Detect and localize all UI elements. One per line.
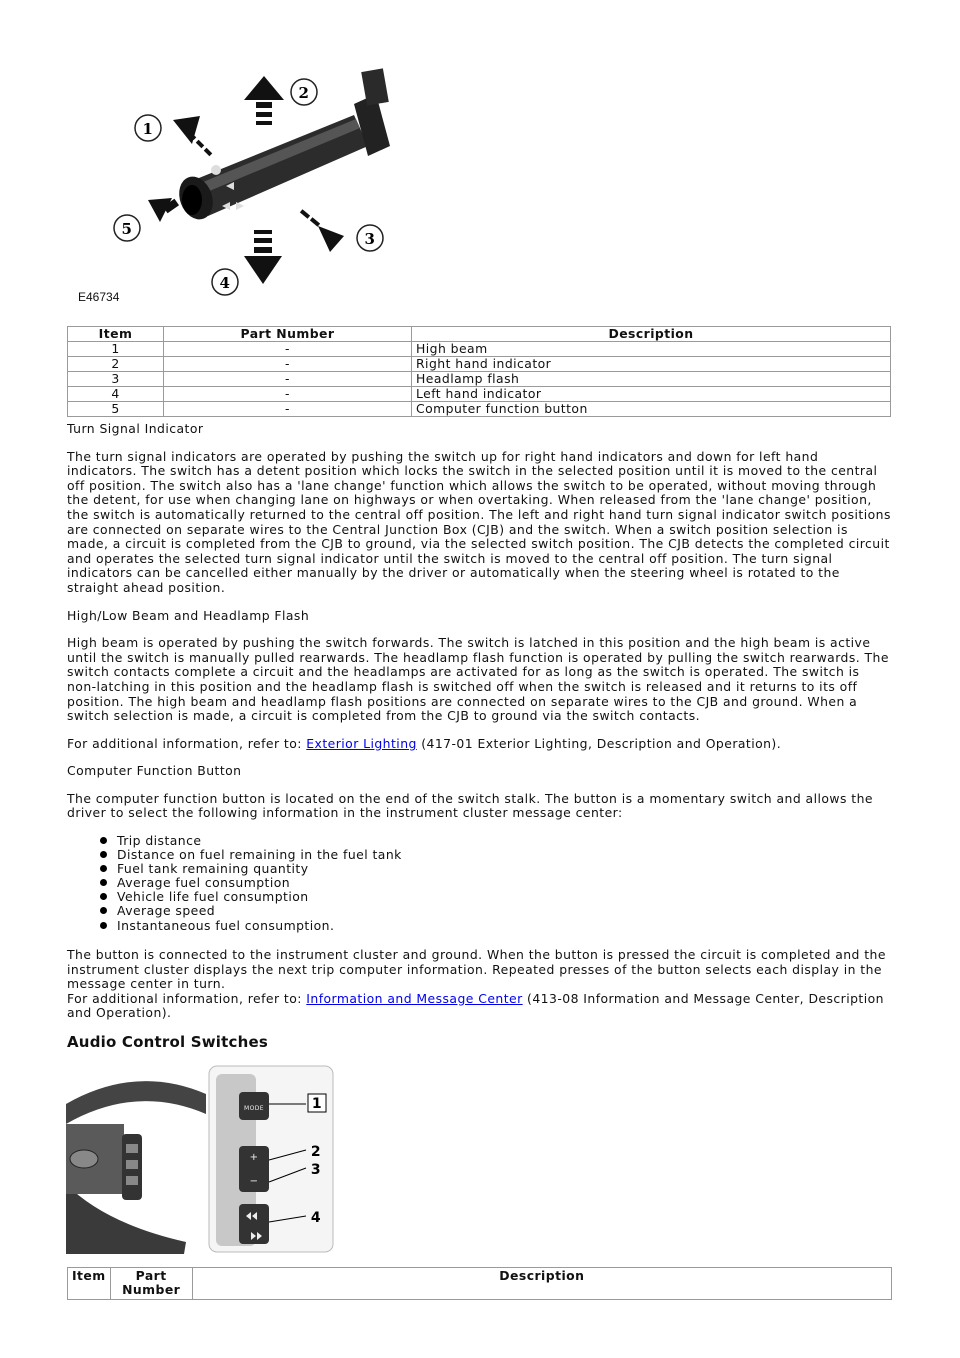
beam-body: High beam is operated by pushing the switch forwards. The switch is latched in this position and the high beam is active until the switch is manually pulled rearwards. The headlamp flash function is operated by pulling the switch rearwards. The switch contacts complete a circuit and the headlamps are activated for as long as the switch is operated. The switch is non-latching in this position and the headlamp flash is switched off when the switch is released and it returns to its off position. The high beam and headlamp flash positions are connected on separate wires to the CJB and ground. When a switch selection is made, a circuit is completed from the CJB to ground via the switch contacts. [67, 635, 889, 724]
turn-signal-heading: Turn Signal Indicator [67, 421, 204, 436]
cell-description: Right hand indicator [412, 357, 891, 372]
cell-part-number: - [164, 387, 412, 402]
cell-part-number: - [164, 357, 412, 372]
zoom-inset [209, 1066, 333, 1252]
table-row [68, 342, 891, 357]
header-item: Item [68, 1268, 111, 1300]
cell-part-number: - [164, 372, 412, 387]
computer-section-end [67, 948, 892, 1021]
cell-part-number: - [164, 342, 412, 357]
list-item: Trip distance [100, 834, 402, 848]
list-item: Average speed [100, 904, 402, 918]
cell-description: Computer function button [412, 402, 891, 417]
computer-body-2: The button is connected to the instrument cluster and ground. When the button is pressed the circuit is completed and the instrument cluster displays the next trip computer information. Repeated presses of the button selects each display in the message center in turn. [67, 947, 886, 992]
arrow-push-icon [148, 198, 179, 222]
header-description: Description [412, 327, 891, 342]
table-row [68, 372, 891, 387]
callout-1: 1 [311, 1096, 323, 1112]
audio-parts-table [67, 1267, 892, 1300]
svg-text:−: − [249, 1176, 259, 1187]
figure-caption: E46734 [78, 290, 120, 304]
arrow-flash-icon [300, 209, 344, 252]
stalk-body [173, 68, 390, 224]
arrow-high-beam-icon [173, 116, 212, 156]
callout-4 [212, 269, 238, 295]
audio-section-heading: Audio Control Switches [67, 1033, 268, 1051]
turn-signal-body: The turn signal indicators are operated by pushing the switch up for right hand indicators and down for left hand indicators. The switch has a detent position which locks the switch in the selected position until it is moved to the central off position. The switch also has a 'lane change' function which allows the switch to be operated, without moving through the detent, for use when changing lane on highways or when overtaking. When released from the 'lane change' position, the switch is automatically returned to the central off position. The left and right hand turn signal indicator switch positions are connected on separate wires to the Central Junction Box (CJB) and the switch. When a switch position selection is made, a circuit is completed from the CJB to ground, via the selected switch position. The CJB detects the completed circuit and operates the selected turn signal indicator until the switch is moved to the central off position. The turn signal indicators can be cancelled either manually by the driver or automatically when the steering wheel is rotated to the straight ahead position. [67, 448, 891, 595]
cell-item: 1 [68, 342, 164, 357]
callout-5 [114, 215, 140, 241]
list-item: Average fuel consumption [100, 876, 402, 890]
svg-text:MODE: MODE [243, 1105, 265, 1112]
callout-1 [135, 115, 161, 141]
computer-body: The computer function button is located on the end of the switch stalk. The button is a momentary switch and allows the driver to select the following information in the instrument cluster message center: [67, 790, 873, 821]
callout-2 [291, 79, 317, 105]
parts-table [67, 326, 891, 417]
arrow-up-icon [244, 76, 284, 125]
turn-signal-section [67, 422, 892, 821]
table-row [68, 387, 891, 402]
beam-reference: For additional information, refer to: Exterior Lighting (417-01 Exterior Lighting, Description and Operation). [67, 735, 782, 751]
steering-wheel [66, 1081, 206, 1254]
list-item: Instantaneous fuel consumption. [100, 919, 402, 933]
computer-heading: Computer Function Button [67, 763, 242, 779]
list-item: Vehicle life fuel consumption [100, 890, 402, 904]
cell-item: 4 [68, 387, 164, 402]
header-part-number: Part Number [110, 1268, 192, 1300]
table-header-row [68, 1268, 892, 1300]
svg-text:5: 5 [121, 220, 133, 238]
cell-description: Headlamp flash [412, 372, 891, 387]
cell-item: 2 [68, 357, 164, 372]
callout-3 [357, 225, 383, 251]
computer-function-list [100, 834, 402, 933]
cell-description: High beam [412, 342, 891, 357]
header-description: Description [192, 1268, 891, 1300]
exterior-lighting-link[interactable]: Exterior Lighting [306, 735, 417, 751]
list-item: Distance on fuel remaining in the fuel tank [100, 848, 402, 862]
callout-3: 3 [310, 1162, 322, 1178]
arrow-down-icon [244, 230, 282, 284]
svg-text:1: 1 [142, 120, 154, 138]
beam-heading: High/Low Beam and Headlamp Flash [67, 607, 310, 623]
table-row [68, 402, 891, 417]
table-header-row [68, 327, 891, 342]
table-row [68, 357, 891, 372]
cell-part-number: - [164, 402, 412, 417]
callout-2: 2 [310, 1144, 322, 1160]
cell-item: 5 [68, 402, 164, 417]
cell-item: 3 [68, 372, 164, 387]
information-message-center-link[interactable]: Information and Message Center [306, 990, 523, 1006]
svg-text:+: + [249, 1152, 259, 1163]
svg-text:2: 2 [298, 84, 310, 102]
svg-text:3: 3 [364, 230, 376, 248]
callout-4: 4 [310, 1210, 322, 1226]
header-item: Item [68, 327, 164, 342]
header-part-number: Part Number [164, 327, 412, 342]
stalk-switch-diagram [68, 40, 458, 308]
list-item: Fuel tank remaining quantity [100, 862, 402, 876]
cell-description: Left hand indicator [412, 387, 891, 402]
audio-switches-diagram [66, 1064, 338, 1254]
computer-reference: For additional information, refer to: Information and Message Center (413-08 Information and Message Center, Description and Operation). [67, 990, 884, 1021]
svg-text:4: 4 [219, 274, 231, 292]
